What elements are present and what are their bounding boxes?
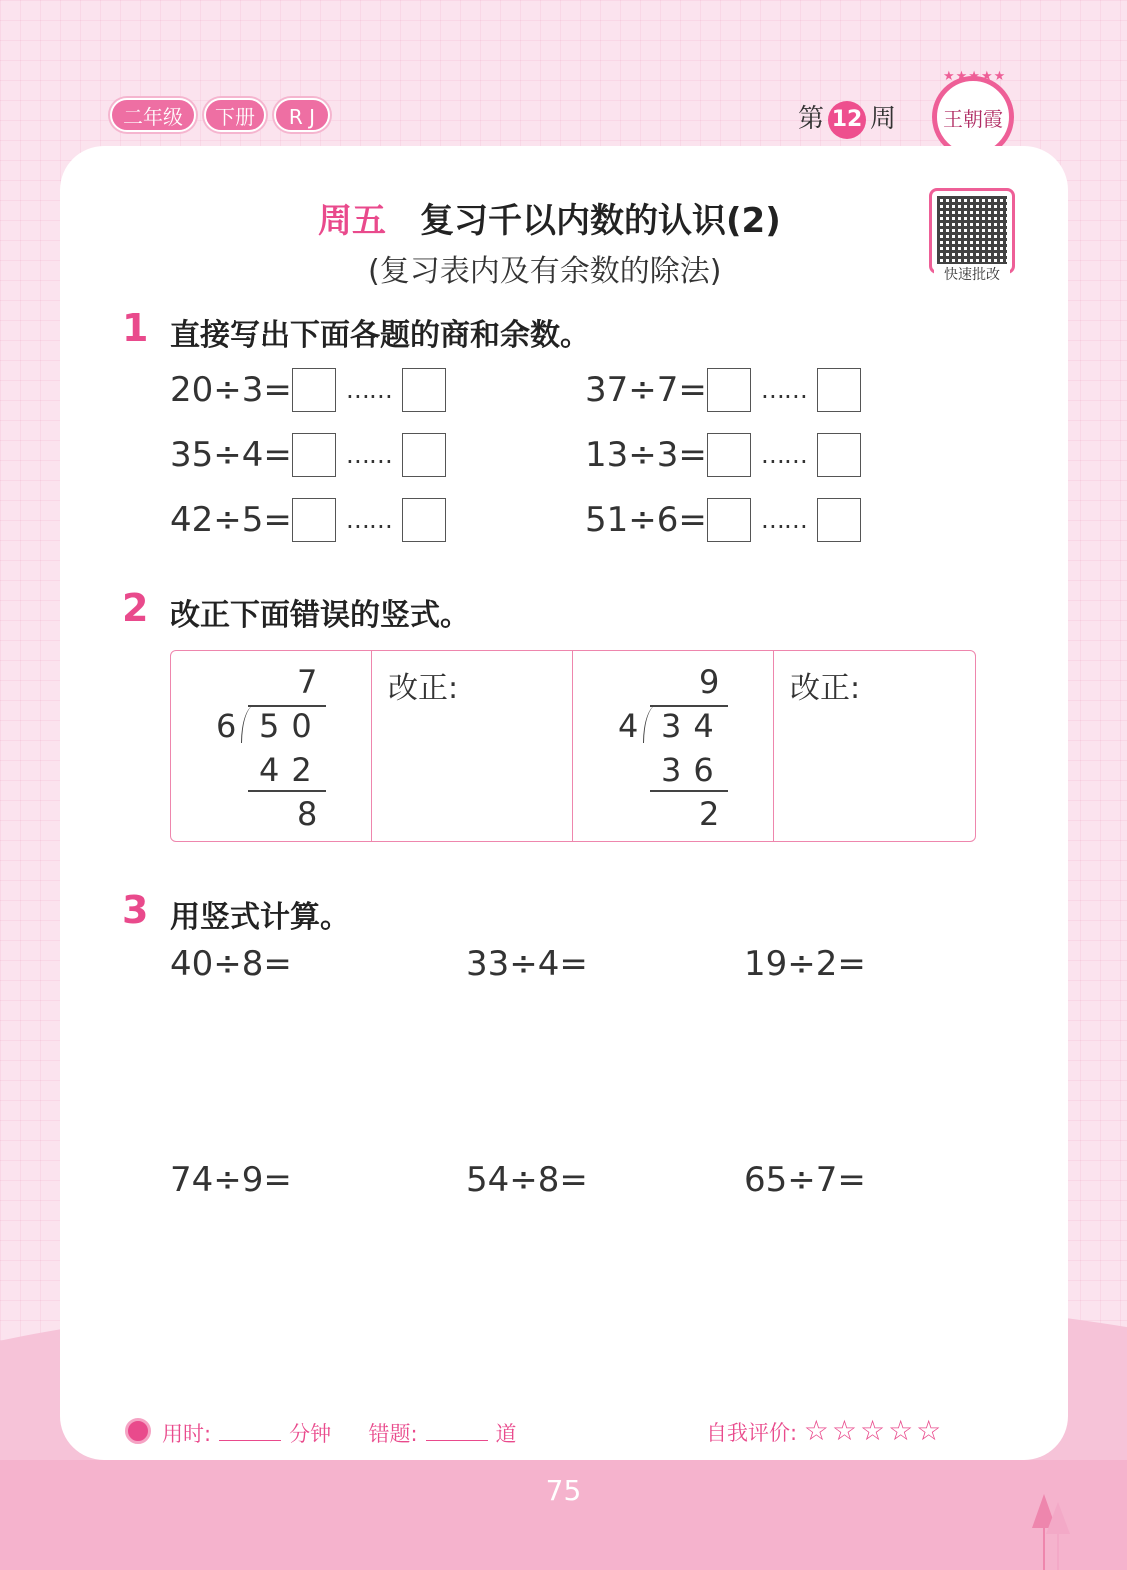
quotient-box[interactable] [292,498,336,542]
question-2-number: 2 [122,586,149,630]
calc-problem: 33÷4= [466,944,588,984]
product: 42 [259,751,324,789]
correction-area-2[interactable] [774,651,975,841]
q1-equation [585,368,861,412]
remainder-box[interactable] [402,368,446,412]
q1-equation [170,498,446,542]
dividend: 34 [661,707,726,745]
question-1-number: 1 [122,306,149,350]
week-number-badge: 12 [828,101,866,139]
errors-blank[interactable] [426,1440,488,1441]
equation-text: 13÷3= [585,435,707,475]
correction-table [170,650,976,842]
dividend: 50 [259,707,324,745]
remainder-dots: …… [345,441,392,469]
qr-code-icon[interactable] [929,188,1015,274]
edition-pill: R J [274,98,330,132]
equation-text: 37÷7= [585,370,707,410]
time-record [162,1418,517,1448]
time-label: 用时: [162,1422,212,1446]
time-unit: 分钟 [289,1422,332,1446]
equation-text: 35÷4= [170,435,292,475]
wrong-division-2 [573,651,774,841]
calc-problem: 40÷8= [170,944,292,984]
product: 36 [661,751,726,789]
remainder-dots: …… [345,506,392,534]
logo-stars-icon: ★★★★★ [943,69,1007,84]
q1-equation [170,368,446,412]
q1-equation [585,433,861,477]
quotient: 9 [699,663,732,701]
quotient-box[interactable] [292,368,336,412]
page-number: 75 [545,1474,582,1507]
page-subtitle: (复习表内及有余数的除法) [368,254,722,289]
remainder-box[interactable] [402,433,446,477]
quotient-box[interactable] [707,498,751,542]
quotient: 7 [297,663,330,701]
quotient-box[interactable] [707,368,751,412]
remainder-box[interactable] [817,433,861,477]
question-3-text: 用竖式计算。 [170,900,350,935]
calc-problem: 74÷9= [170,1160,292,1200]
grade-pill: 二年级 [110,98,196,132]
divisor: 4 [618,707,651,745]
qr-label: 快速批改 [934,264,1010,284]
stopwatch-icon [125,1418,151,1444]
arrow-decoration-icon [1030,1494,1074,1570]
rating-stars-icon[interactable]: ☆☆☆☆☆ [803,1414,945,1447]
equation-text: 51÷6= [585,500,707,540]
remainder: 8 [297,795,330,833]
q1-equation [170,433,446,477]
fix-label: 改正: [388,671,459,706]
q1-equation [585,498,861,542]
week-indicator [798,98,896,139]
wrong-division-1 [171,651,372,841]
equation-text: 42÷5= [170,500,292,540]
remainder-dots: …… [345,376,392,404]
quotient-box[interactable] [292,433,336,477]
self-eval-label: 自我评价: [706,1421,798,1445]
logo-text: 王朝霞 [943,106,1003,131]
calc-problem: 54÷8= [466,1160,588,1200]
time-blank[interactable] [219,1440,281,1441]
divisor: 6 [216,707,249,745]
calc-problem: 19÷2= [744,944,866,984]
remainder: 2 [699,795,732,833]
volume-pill: 下册 [204,98,266,132]
remainder-box[interactable] [402,498,446,542]
question-2-text: 改正下面错误的竖式。 [170,598,470,633]
page-title [318,193,781,242]
title-day: 周五 [318,201,386,241]
week-suffix: 周 [870,104,897,134]
correction-area-1[interactable] [372,651,573,841]
remainder-dots: …… [760,506,807,534]
remainder-dots: …… [760,441,807,469]
question-1-text: 直接写出下面各题的商和余数。 [170,318,590,353]
calc-problem: 65÷7= [744,1160,866,1200]
equation-text: 20÷3= [170,370,292,410]
errors-unit: 道 [495,1422,517,1446]
quotient-box[interactable] [707,433,751,477]
remainder-box[interactable] [817,368,861,412]
fix-label: 改正: [790,671,861,706]
title-main: 复习千以内数的认识(2) [420,201,781,241]
self-evaluation [706,1414,944,1447]
subtraction-line [650,790,728,792]
remainder-box[interactable] [817,498,861,542]
week-prefix: 第 [798,104,825,134]
remainder-dots: …… [760,376,807,404]
question-3-number: 3 [122,888,149,932]
subtraction-line [248,790,326,792]
errors-label: 错题: [368,1422,418,1446]
